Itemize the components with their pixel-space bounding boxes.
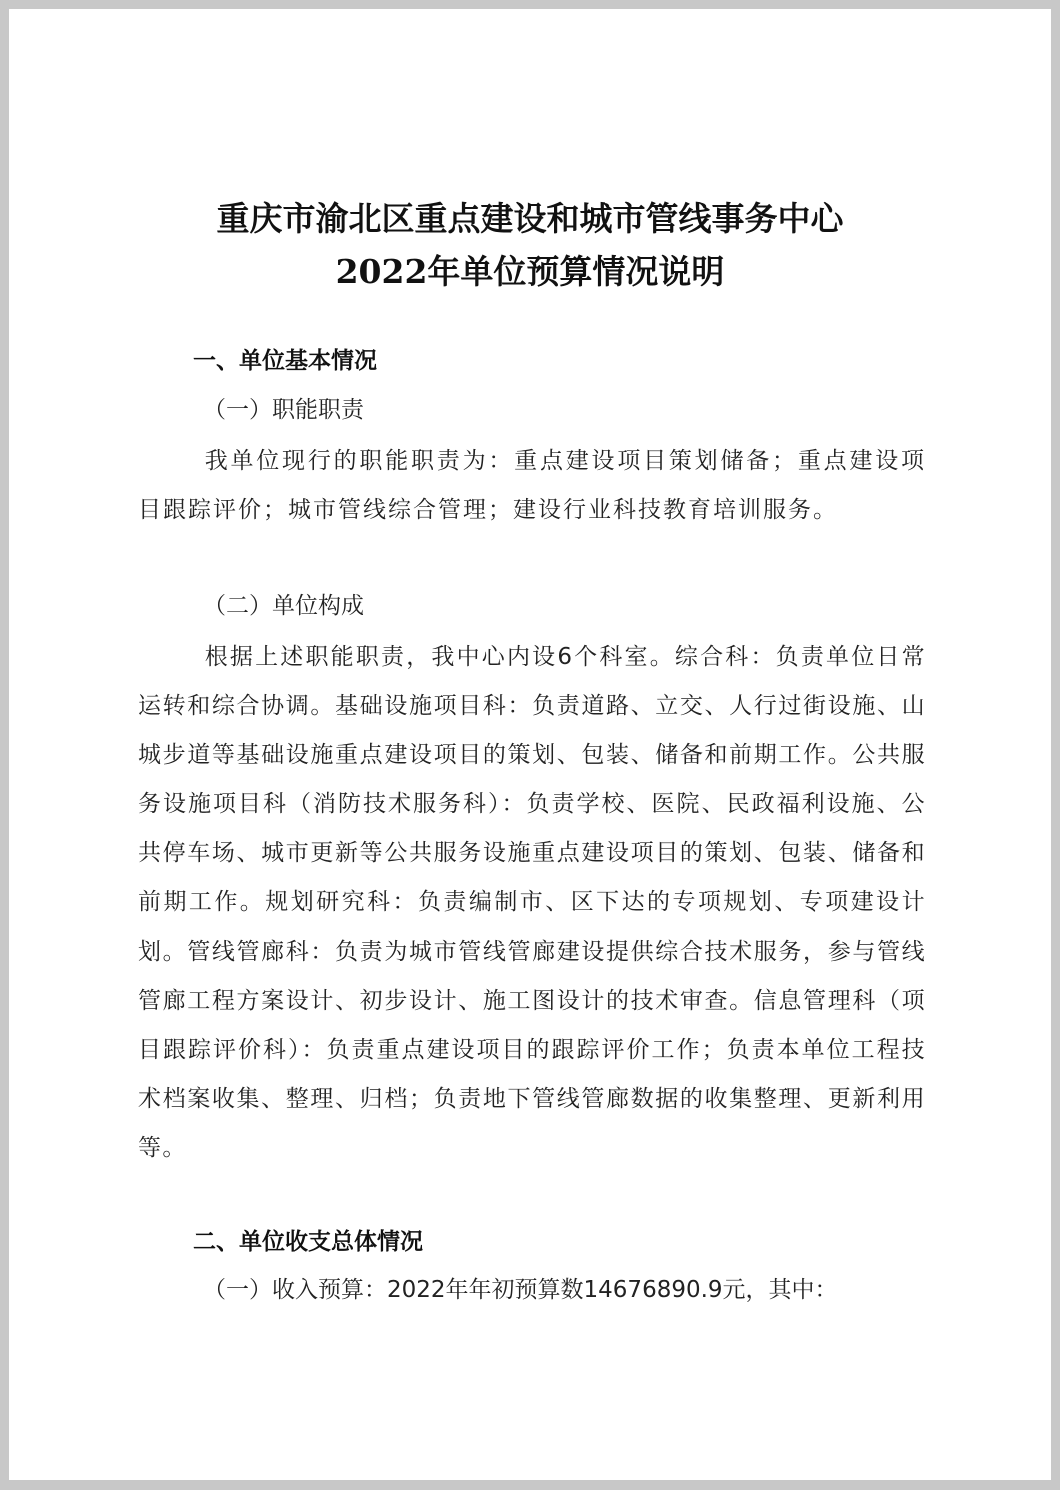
subsection-1-2-heading: （二）单位构成: [203, 593, 364, 619]
subsection-1-1-heading: （一）职能职责: [203, 397, 364, 423]
subsection-1-1-paragraph: 我单位现行的职能职责为：重点建设项目策划储备；重点建设项目跟踪评价；城市管线综合管理；建设行业科技教育培训服务。: [138, 448, 926, 524]
document-page: [9, 9, 1051, 1480]
section-1-heading: 一、单位基本情况: [193, 348, 377, 374]
section-2-heading: 二、单位收支总体情况: [193, 1229, 423, 1255]
subsection-2-1-text: （一）收入预算：2022年年初预算数14676890.9元，其中：: [203, 1277, 838, 1303]
document-title-line-2: 2022年单位预算情况说明: [335, 252, 725, 291]
document-title-line-1: 重庆市渝北区重点建设和城市管线事务中心: [216, 199, 844, 238]
subsection-1-2-paragraph: 根据上述职能职责，我中心内设6个科室。综合科：负责单位日常运转和综合协调。基础设施项目科：负责道路、立交、人行过街设施、山城步道等基础设施重点建设项目的策划、包装、储备和前期工作。公共服务设施项目科（消防技术服务科）：负责学校、医院、民政福利设施、公共停车场、城市更新等公共服务设施重点建设项目的策划、包装、储备和前期工作。规划研究科：负责编制市、区下达的专项规划、专项建设计划。管线管廊科：负责为城市管线管廊建设提供综合技术服务，参与管线管廊工程方案设计、初步设计、施工图设计的技术审查。信息管理科（项目跟踪评价科）：负责重点建设项目的跟踪评价工作；负责本单位工程技术档案收集、整理、归档；负责地下管线管廊数据的收集整理、更新利用等。: [138, 644, 926, 1161]
